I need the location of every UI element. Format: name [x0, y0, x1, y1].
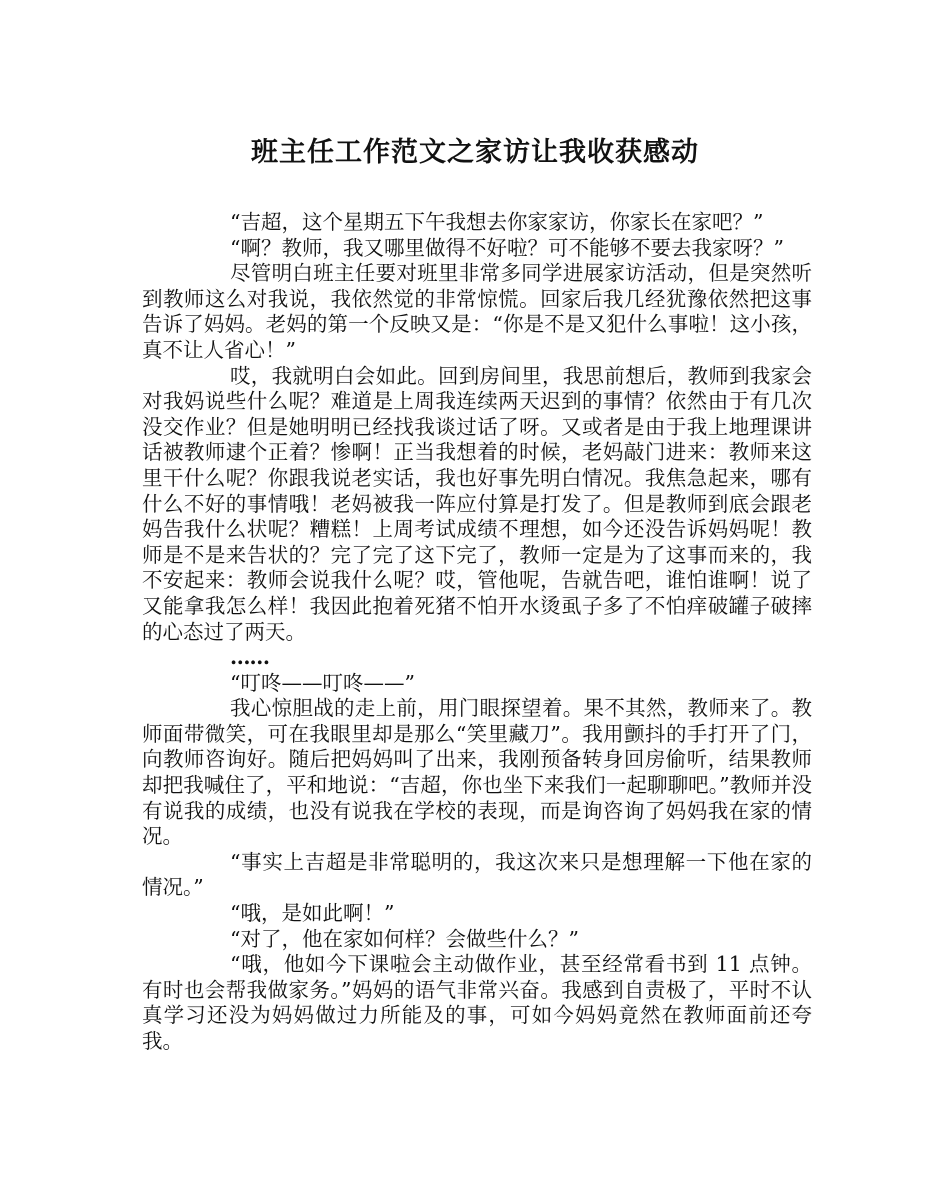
paragraph: 哎，我就明白会如此。回到房间里，我思前想后，教师到我家会对我妈说些什么呢？难道是上周我连续两天迟到的事情？依然由于有几次没交作业？但是她明明已经找我谈过话了呀。又或者是由于我上地理课讲话被教师逮个正着？惨啊！正当我想着的时候，老妈敲门进来：教师来这里干什么呢？你跟我说老实话，我也好事先明白情况。我焦急起来，哪有什么不好的事情哦！老妈被我一阵应付算是打发了。但是教师到底会跟老妈告我什么状呢？糟糕！上周考试成绩不理想，如今还没告诉妈妈呢！教师是不是来告状的？完了完了这下完了，教师一定是为了这事而来的，我不安起来：教师会说我什么呢？哎，管他呢，告就告吧，谁怕谁啊！说了又能拿我怎么样！我因此抱着死猪不怕开水烫虱子多了不怕痒破罐子破摔的心态过了两天。: [142, 363, 812, 644]
paragraph: 我心惊胆战的走上前，用门眼探望着。果不其然，教师来了。教师面带微笑，可在我眼里却是那么“笑里藏刀”。我用颤抖的手打开了门，向教师咨询好。随后把妈妈叫了出来，我刚预备转身回房偷听，结果教师却把我喊住了，平和地说：“吉超，你也坐下来我们一起聊聊吧。”教师并没有说我的成绩，也没有说我在学校的表现，而是询咨询了妈妈我在家的情况。: [142, 696, 812, 849]
paragraph: “叮咚——叮咚——”: [230, 670, 415, 695]
ellipsis-separator: ……: [230, 645, 269, 670]
paragraph: “啊？教师，我又哪里做得不好啦？可不能够不要去我家呀？”: [230, 235, 784, 260]
paragraph: 尽管明白班主任要对班里非常多同学进展家访活动，但是突然听到教师这么对我说，我依然觉的非常惊慌。回家后我几经犹豫依然把这事告诉了妈妈。老妈的第一个反映又是：“你是不是又犯什么事啦！这小孩，真不让人省心！”: [142, 261, 812, 362]
document-body: [142, 210, 812, 1055]
document-title: 班主任工作范文之家访让我收获感动: [251, 137, 699, 168]
paragraph: “哦，是如此啊！”: [230, 901, 395, 926]
paragraph: “吉超，这个星期五下午我想去你家家访，你家长在家吧？”: [230, 210, 764, 234]
paragraph: “哦，他如今下课啦会主动做作业，甚至经常看书到 11 点钟。有时也会帮我做家务。”妈妈的语气非常兴奋。我感到自责极了，平时不认真学习还没为妈妈做过力所能及的事，可如今妈妈竟然在教师面前还夸我。: [142, 952, 812, 1053]
paragraph: “对了，他在家如何样？会做些什么？”: [230, 926, 579, 951]
paragraph: “事实上吉超是非常聪明的，我这次来只是想理解一下他在家的情况。”: [142, 849, 812, 900]
